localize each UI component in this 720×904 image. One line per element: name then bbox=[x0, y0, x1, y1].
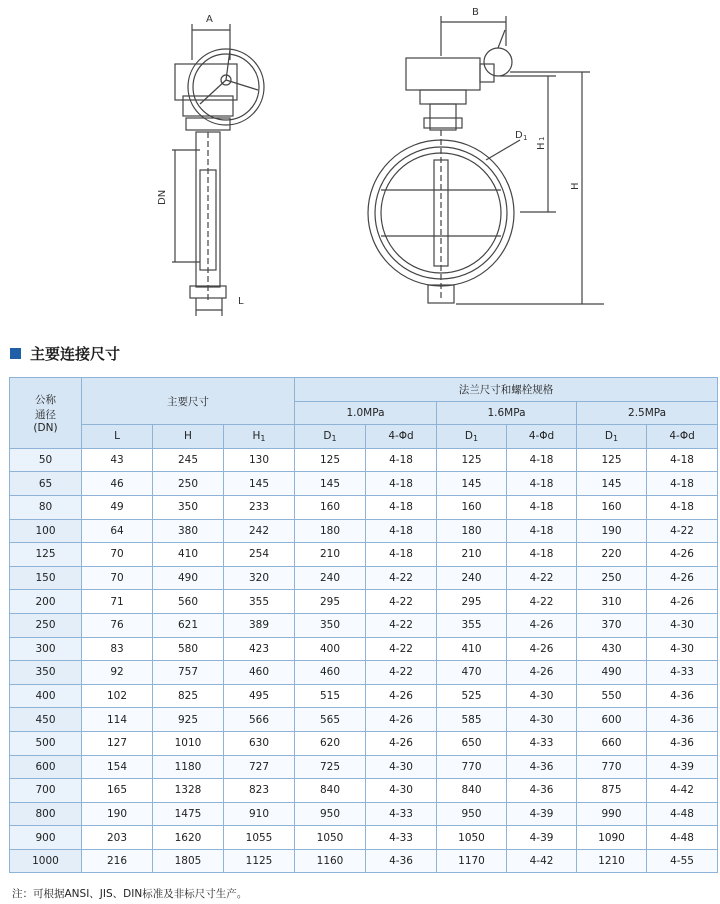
table-cell: 50 bbox=[10, 448, 82, 472]
table-cell: 4-22 bbox=[366, 566, 437, 590]
table-cell: 71 bbox=[82, 590, 153, 614]
table-cell: 470 bbox=[437, 661, 507, 685]
table-cell: 550 bbox=[577, 684, 647, 708]
table-cell: 500 bbox=[10, 731, 82, 755]
table-row bbox=[10, 495, 718, 519]
table-cell: 4-26 bbox=[366, 684, 437, 708]
header-dn: 公称 通径 (DN) bbox=[10, 378, 82, 449]
table-cell: 840 bbox=[295, 779, 366, 803]
valve-technical-drawing bbox=[0, 0, 720, 330]
header-H: H bbox=[153, 425, 224, 449]
table-cell: 4-30 bbox=[647, 613, 718, 637]
table-cell: 4-30 bbox=[507, 708, 577, 732]
table-cell: 70 bbox=[82, 566, 153, 590]
table-cell: 350 bbox=[153, 495, 224, 519]
table-cell: 4-26 bbox=[647, 543, 718, 567]
table-cell: 565 bbox=[295, 708, 366, 732]
table-cell: 757 bbox=[153, 661, 224, 685]
table-cell: 4-30 bbox=[366, 779, 437, 803]
table-row bbox=[10, 849, 718, 873]
table-cell: 620 bbox=[295, 731, 366, 755]
table-cell: 4-26 bbox=[366, 731, 437, 755]
header-pressure-3: 2.5MPa bbox=[577, 401, 718, 425]
table-row bbox=[10, 826, 718, 850]
label-B: B bbox=[472, 7, 479, 18]
table-cell: 49 bbox=[82, 495, 153, 519]
table-cell: 4-36 bbox=[507, 755, 577, 779]
table-cell: 423 bbox=[224, 637, 295, 661]
table-cell: 4-26 bbox=[647, 590, 718, 614]
table-cell: 4-22 bbox=[647, 519, 718, 543]
table-cell: 410 bbox=[437, 637, 507, 661]
header-L: L bbox=[82, 425, 153, 449]
table-cell: 125 bbox=[577, 448, 647, 472]
table-cell: 76 bbox=[82, 613, 153, 637]
table-cell: 165 bbox=[82, 779, 153, 803]
header-D1-c: $D_1$ bbox=[577, 425, 647, 449]
table-cell: 145 bbox=[437, 472, 507, 496]
table-cell: 4-30 bbox=[366, 755, 437, 779]
table-cell: 233 bbox=[224, 495, 295, 519]
table-cell: 490 bbox=[577, 661, 647, 685]
table-cell: 240 bbox=[295, 566, 366, 590]
header-D1-a: $D_1$ bbox=[295, 425, 366, 449]
table-cell: 389 bbox=[224, 613, 295, 637]
table-body bbox=[10, 448, 718, 873]
table-cell: 4-26 bbox=[647, 566, 718, 590]
label-L: L bbox=[238, 296, 244, 307]
table-cell: 350 bbox=[295, 613, 366, 637]
table-row bbox=[10, 566, 718, 590]
table-cell: 210 bbox=[437, 543, 507, 567]
table-cell: 1180 bbox=[153, 755, 224, 779]
table-cell: 4-55 bbox=[647, 849, 718, 873]
table-cell: 621 bbox=[153, 613, 224, 637]
label-D1: D bbox=[515, 130, 523, 141]
table-cell: 1210 bbox=[577, 849, 647, 873]
table-row bbox=[10, 755, 718, 779]
table-cell: 4-48 bbox=[647, 802, 718, 826]
table-cell: 4-18 bbox=[507, 519, 577, 543]
table-cell: 1328 bbox=[153, 779, 224, 803]
table-cell: 46 bbox=[82, 472, 153, 496]
table-row bbox=[10, 543, 718, 567]
table-row bbox=[10, 590, 718, 614]
table-cell: 823 bbox=[224, 779, 295, 803]
table-row bbox=[10, 731, 718, 755]
table-cell: 1160 bbox=[295, 849, 366, 873]
table-cell: 4-42 bbox=[647, 779, 718, 803]
table-cell: 4-22 bbox=[366, 590, 437, 614]
table-cell: 83 bbox=[82, 637, 153, 661]
table-cell: 216 bbox=[82, 849, 153, 873]
header-main-dims: 主要尺寸 bbox=[82, 378, 295, 425]
label-DN: DN bbox=[157, 189, 168, 205]
table-cell: 4-36 bbox=[647, 684, 718, 708]
table-cell: 250 bbox=[577, 566, 647, 590]
table-row bbox=[10, 802, 718, 826]
section-heading bbox=[10, 343, 120, 363]
table-cell: 875 bbox=[577, 779, 647, 803]
section-title: 主要连接尺寸 bbox=[30, 344, 121, 363]
table-cell: 190 bbox=[577, 519, 647, 543]
table-cell: 4-30 bbox=[647, 637, 718, 661]
table-cell: 200 bbox=[10, 590, 82, 614]
table-cell: 600 bbox=[577, 708, 647, 732]
table-cell: 4-22 bbox=[366, 637, 437, 661]
table-cell: 660 bbox=[577, 731, 647, 755]
table-cell: 80 bbox=[10, 495, 82, 519]
table-cell: 250 bbox=[153, 472, 224, 496]
table-cell: 125 bbox=[437, 448, 507, 472]
table-cell: 355 bbox=[224, 590, 295, 614]
table-cell: 380 bbox=[153, 519, 224, 543]
table-cell: 114 bbox=[82, 708, 153, 732]
table-cell: 430 bbox=[577, 637, 647, 661]
table-cell: 460 bbox=[295, 661, 366, 685]
table-cell: 4-22 bbox=[507, 590, 577, 614]
table-cell: 1125 bbox=[224, 849, 295, 873]
table-cell: 242 bbox=[224, 519, 295, 543]
table-cell: 925 bbox=[153, 708, 224, 732]
label-H: H bbox=[570, 182, 581, 190]
table-cell: 70 bbox=[82, 543, 153, 567]
label-H1-sub: 1 bbox=[538, 136, 546, 141]
table-cell: 65 bbox=[10, 472, 82, 496]
table-cell: 4-36 bbox=[647, 708, 718, 732]
table-cell: 4-42 bbox=[507, 849, 577, 873]
table-cell: 64 bbox=[82, 519, 153, 543]
table-cell: 203 bbox=[82, 826, 153, 850]
table-cell: 450 bbox=[10, 708, 82, 732]
table-cell: 1620 bbox=[153, 826, 224, 850]
table-cell: 355 bbox=[437, 613, 507, 637]
table-cell: 4-39 bbox=[647, 755, 718, 779]
table-cell: 566 bbox=[224, 708, 295, 732]
footnote: 注：可根据ANSI、JIS、DIN标准及非标尺寸生产。 bbox=[12, 888, 248, 900]
table-cell: 560 bbox=[153, 590, 224, 614]
side-view bbox=[172, 24, 264, 316]
table-cell: 4-48 bbox=[647, 826, 718, 850]
table-cell: 725 bbox=[295, 755, 366, 779]
table-cell: 840 bbox=[437, 779, 507, 803]
table-cell: 100 bbox=[10, 519, 82, 543]
table-row bbox=[10, 448, 718, 472]
table-cell: 1805 bbox=[153, 849, 224, 873]
table-cell: 4-26 bbox=[366, 708, 437, 732]
table-cell: 4-22 bbox=[507, 566, 577, 590]
table-cell: 495 bbox=[224, 684, 295, 708]
table-cell: 220 bbox=[577, 543, 647, 567]
table-cell: 490 bbox=[153, 566, 224, 590]
table-cell: 4-18 bbox=[366, 448, 437, 472]
header-pressure-2: 1.6MPa bbox=[437, 401, 577, 425]
table-cell: 4-39 bbox=[507, 802, 577, 826]
table-cell: 400 bbox=[295, 637, 366, 661]
table-cell: 125 bbox=[10, 543, 82, 567]
table-cell: 250 bbox=[10, 613, 82, 637]
table-cell: 410 bbox=[153, 543, 224, 567]
table-cell: 295 bbox=[437, 590, 507, 614]
table-cell: 145 bbox=[295, 472, 366, 496]
table-cell: 580 bbox=[153, 637, 224, 661]
header-pressure-1: 1.0MPa bbox=[295, 401, 437, 425]
table-cell: 770 bbox=[577, 755, 647, 779]
table-cell: 127 bbox=[82, 731, 153, 755]
table-cell: 4-18 bbox=[507, 495, 577, 519]
table-cell: 4-33 bbox=[647, 661, 718, 685]
label-A: A bbox=[206, 14, 213, 25]
header-D1-b: $D_1$ bbox=[437, 425, 507, 449]
table-cell: 1055 bbox=[224, 826, 295, 850]
table-cell: 160 bbox=[437, 495, 507, 519]
table-cell: 190 bbox=[82, 802, 153, 826]
table-cell: 600 bbox=[10, 755, 82, 779]
table-row bbox=[10, 684, 718, 708]
table-cell: 1000 bbox=[10, 849, 82, 873]
table-cell: 825 bbox=[153, 684, 224, 708]
table-cell: 900 bbox=[10, 826, 82, 850]
table-cell: 727 bbox=[224, 755, 295, 779]
table-cell: 4-22 bbox=[366, 661, 437, 685]
table-cell: 4-18 bbox=[507, 448, 577, 472]
table-cell: 4-18 bbox=[366, 472, 437, 496]
table-cell: 4-18 bbox=[647, 495, 718, 519]
table-cell: 240 bbox=[437, 566, 507, 590]
table-cell: 300 bbox=[10, 637, 82, 661]
table-cell: 4-18 bbox=[366, 543, 437, 567]
table-cell: 102 bbox=[82, 684, 153, 708]
table-cell: 4-26 bbox=[507, 613, 577, 637]
table-row bbox=[10, 661, 718, 685]
table-cell: 525 bbox=[437, 684, 507, 708]
table-cell: 43 bbox=[82, 448, 153, 472]
table-cell: 245 bbox=[153, 448, 224, 472]
table-cell: 295 bbox=[295, 590, 366, 614]
header-flange-group: 法兰尺寸和螺栓规格 bbox=[295, 378, 718, 402]
table-cell: 154 bbox=[82, 755, 153, 779]
table-cell: 4-33 bbox=[366, 802, 437, 826]
table-cell: 4-18 bbox=[366, 519, 437, 543]
header-H1: $H_1$ bbox=[224, 425, 295, 449]
table-cell: 310 bbox=[577, 590, 647, 614]
table-cell: 1010 bbox=[153, 731, 224, 755]
table-cell: 1170 bbox=[437, 849, 507, 873]
table-cell: 92 bbox=[82, 661, 153, 685]
table-cell: 770 bbox=[437, 755, 507, 779]
table-cell: 4-36 bbox=[507, 779, 577, 803]
dimension-table bbox=[9, 377, 718, 873]
table-row bbox=[10, 779, 718, 803]
table-cell: 4-30 bbox=[507, 684, 577, 708]
table-cell: 180 bbox=[295, 519, 366, 543]
table-cell: 950 bbox=[295, 802, 366, 826]
table-cell: 4-33 bbox=[366, 826, 437, 850]
table-cell: 4-18 bbox=[507, 543, 577, 567]
heading-square-icon bbox=[10, 348, 21, 359]
table-cell: 145 bbox=[577, 472, 647, 496]
table-cell: 4-39 bbox=[507, 826, 577, 850]
label-D1-sub: 1 bbox=[523, 134, 528, 142]
table-cell: 910 bbox=[224, 802, 295, 826]
table-cell: 145 bbox=[224, 472, 295, 496]
table-cell: 650 bbox=[437, 731, 507, 755]
table-cell: 585 bbox=[437, 708, 507, 732]
table-row bbox=[10, 613, 718, 637]
header-bolt-c: 4-Φd bbox=[647, 425, 718, 449]
table-cell: 1050 bbox=[437, 826, 507, 850]
table-cell: 1050 bbox=[295, 826, 366, 850]
table-cell: 4-36 bbox=[366, 849, 437, 873]
table-cell: 4-18 bbox=[647, 448, 718, 472]
table-row bbox=[10, 637, 718, 661]
table-cell: 350 bbox=[10, 661, 82, 685]
header-bolt-a: 4-Φd bbox=[366, 425, 437, 449]
table-cell: 4-18 bbox=[366, 495, 437, 519]
table-cell: 125 bbox=[295, 448, 366, 472]
front-view bbox=[368, 16, 604, 304]
table-cell: 515 bbox=[295, 684, 366, 708]
table-cell: 130 bbox=[224, 448, 295, 472]
table-cell: 700 bbox=[10, 779, 82, 803]
table-cell: 210 bbox=[295, 543, 366, 567]
table-cell: 150 bbox=[10, 566, 82, 590]
table-cell: 160 bbox=[577, 495, 647, 519]
table-cell: 320 bbox=[224, 566, 295, 590]
label-H1: H bbox=[536, 142, 547, 150]
table-cell: 400 bbox=[10, 684, 82, 708]
table-cell: 4-26 bbox=[507, 661, 577, 685]
table-cell: 180 bbox=[437, 519, 507, 543]
table-row bbox=[10, 708, 718, 732]
table-cell: 4-33 bbox=[507, 731, 577, 755]
table-cell: 4-36 bbox=[647, 731, 718, 755]
table-cell: 4-18 bbox=[507, 472, 577, 496]
header-bolt-b: 4-Φd bbox=[507, 425, 577, 449]
table-cell: 950 bbox=[437, 802, 507, 826]
table-row bbox=[10, 472, 718, 496]
table-cell: 4-26 bbox=[507, 637, 577, 661]
table-cell: 160 bbox=[295, 495, 366, 519]
table-cell: 370 bbox=[577, 613, 647, 637]
table-cell: 800 bbox=[10, 802, 82, 826]
table-cell: 1475 bbox=[153, 802, 224, 826]
table-cell: 460 bbox=[224, 661, 295, 685]
table-cell: 254 bbox=[224, 543, 295, 567]
table-cell: 1090 bbox=[577, 826, 647, 850]
table-cell: 990 bbox=[577, 802, 647, 826]
table-cell: 630 bbox=[224, 731, 295, 755]
table-row bbox=[10, 519, 718, 543]
table-cell: 4-18 bbox=[647, 472, 718, 496]
table-cell: 4-22 bbox=[366, 613, 437, 637]
